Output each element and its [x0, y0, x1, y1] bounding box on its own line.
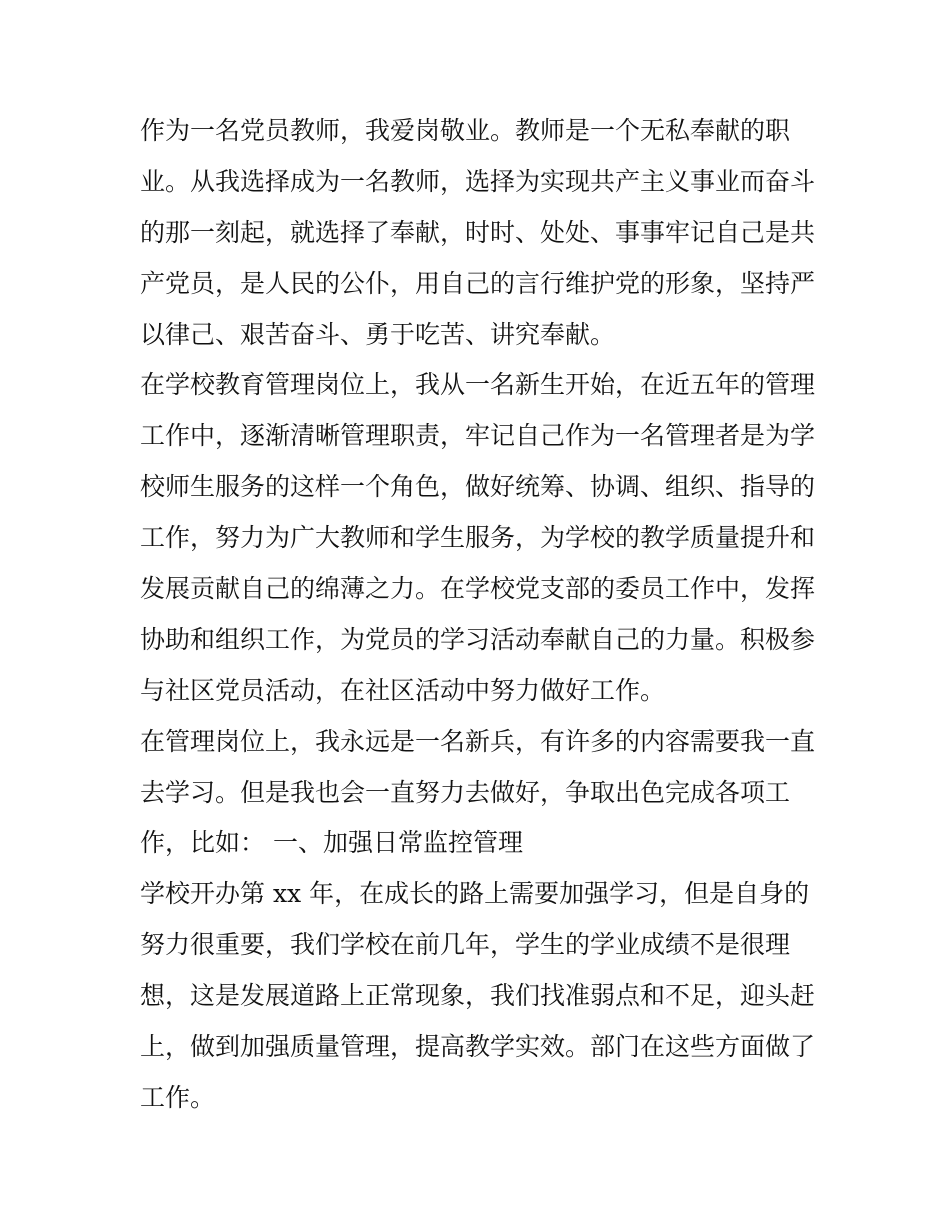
text-line: 发展贡献自己的绵薄之力。在学校党支部的委员工作中，发挥 [140, 574, 816, 604]
paragraph-2 [140, 360, 820, 716]
text-line: 业。从我选择成为一名教师，选择为实现共产主义事业而奋斗 [140, 166, 816, 196]
text-line: 产党员，是人民的公仆，用自己的言行维护党的形象，坚持严 [140, 268, 816, 298]
text-line: 在学校教育管理岗位上，我从一名新生开始，在近五年的管理 [140, 370, 816, 400]
text-line: 努力很重要，我们学校在前几年，学生的学业成绩不是很理 [140, 930, 791, 960]
text-line: 的那一刻起，就选择了奉献，时时、处处、事事牢记自己是共 [140, 217, 816, 247]
text-line: 工作，努力为广大教师和学生服务，为学校的教学质量提升和 [140, 523, 816, 553]
paragraph-1 [140, 106, 820, 360]
text-line: 在管理岗位上，我永远是一名新兵，有许多的内容需要我一直 [140, 726, 816, 756]
text-line: 想，这是发展道路上正常现象，我们找准弱点和不足，迎头赶 [140, 981, 816, 1011]
text-line: 去学习。但是我也会一直努力去做好，争取出色完成各项工 [140, 777, 791, 807]
text-line: 学校开办第 xx 年，在成长的路上需要加强学习，但是自身的 [140, 879, 810, 909]
text-line: 工作中，逐渐清晰管理职责，牢记自己作为一名管理者是为学 [140, 421, 816, 451]
text-line: 校师生服务的这样一个角色，做好统筹、协调、组织、指导的 [140, 472, 816, 502]
text-line: 以律己、艰苦奋斗、勇于吃苦、讲究奉献。 [140, 319, 616, 349]
text-line: 作，比如： 一、加强日常监控管理 [140, 828, 523, 858]
text-line: 作为一名党员教师，我爱岗敬业。教师是一个无私奉献的职 [140, 116, 791, 145]
document-body [140, 106, 820, 1124]
paragraph-4 [140, 869, 820, 1123]
text-line: 与社区党员活动，在社区活动中努力做好工作。 [140, 675, 666, 705]
text-line: 协助和组织工作，为党员的学习活动奉献自己的力量。积极参 [140, 624, 816, 654]
text-line: 上，做到加强质量管理，提高教学实效。部门在这些方面做了 [140, 1032, 816, 1062]
text-line: 工作。 [140, 1082, 216, 1112]
paragraph-3 [140, 717, 820, 870]
